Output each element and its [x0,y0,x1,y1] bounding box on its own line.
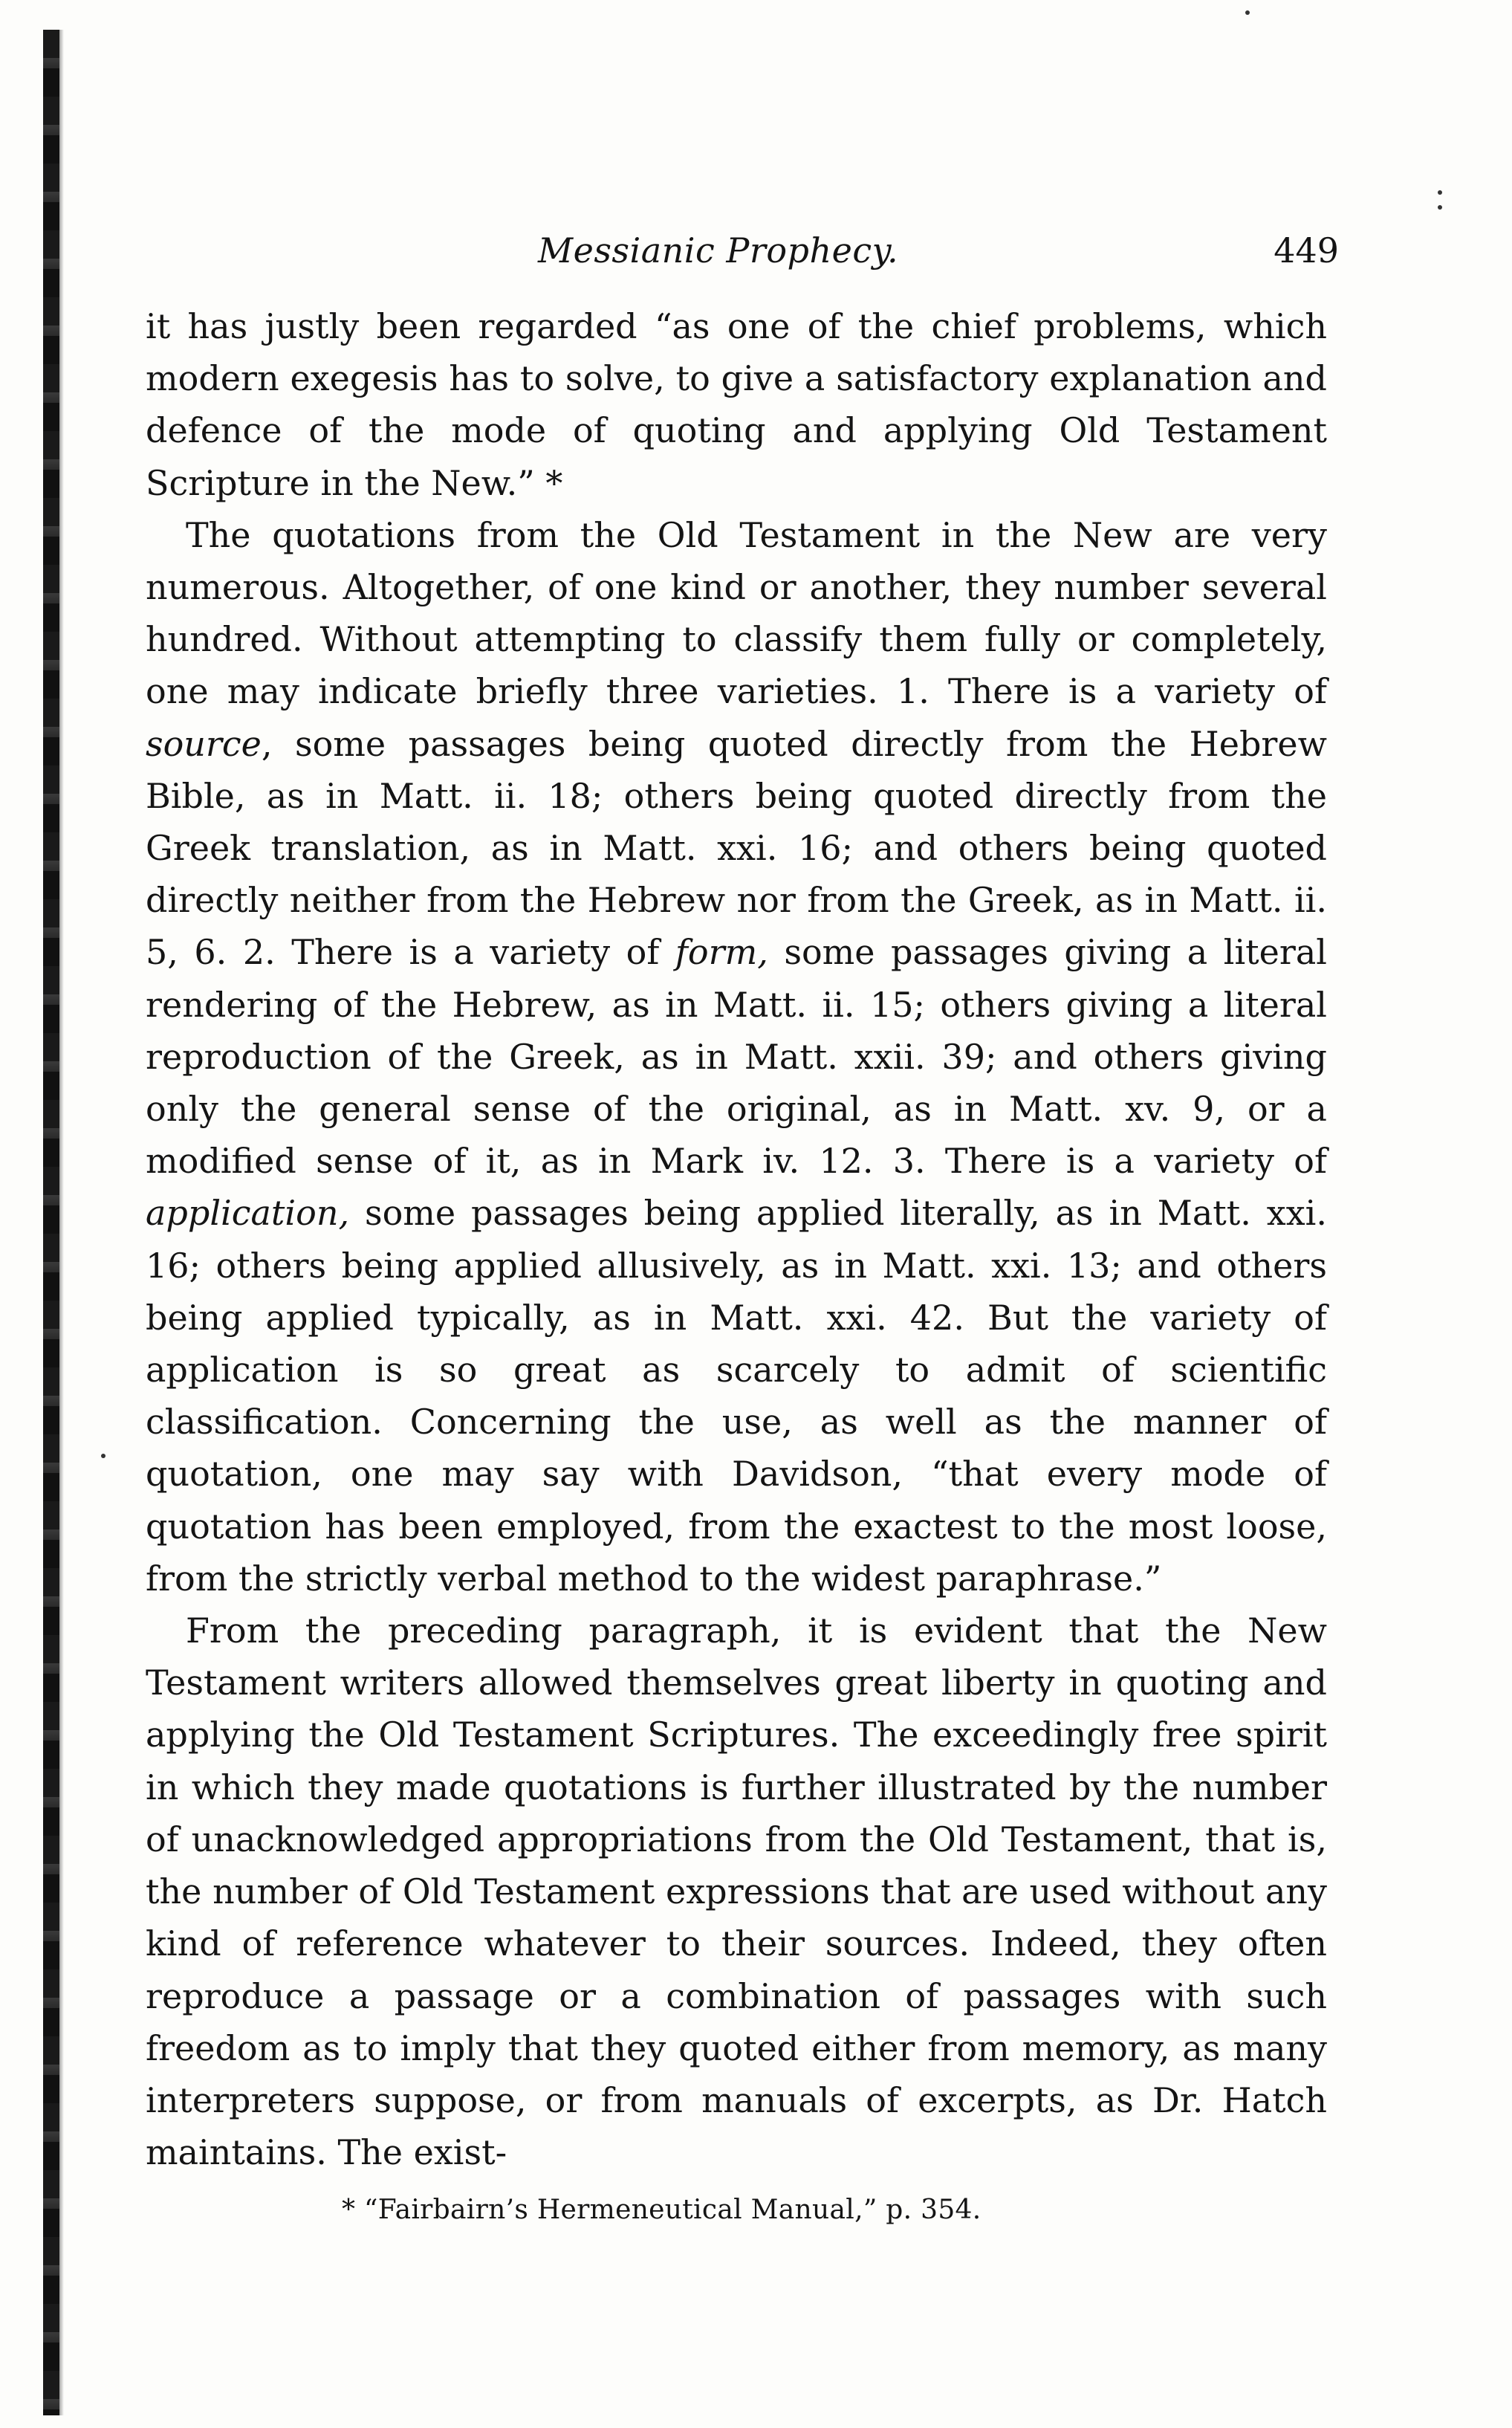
paragraph-2-part-d: some passages being applied literally, as in Matt. xxi. 16; others being applied allusively, as in Matt. xxi. 13; and others being applied typically, as in Matt. xxi. 42. But the variety of application is so great as scarcely to admit of scientific classification. Concerning the use, as well as the manner of quotation, one may say with Davidson, “that every mode of quotation has been employed, from the exactest to the most loose, from the strictly verbal method to the widest paraphrase.” [146,1193,1327,1599]
scan-speck [101,1454,106,1458]
running-title: Messianic Prophecy. [538,230,899,271]
paragraph-2-part-c: some passages giving a literal rendering of the Hebrew, as in Matt. ii. 15; others giving a literal reproduction of the Greek, as in Matt. xxii. 39; and others giving only the general sense of the original, as in Matt. xv. 9, or a modified sense of it, as in Mark iv. 12. 3. There is a variety of [146,932,1328,1182]
scan-speck [1438,190,1442,195]
running-head [146,223,1339,290]
body-text [146,300,1327,2178]
binding-edge [43,30,59,2415]
footnote: * “Fairbairn’s Hermeneutical Manual,” p. 354. [342,2195,981,2226]
paragraph-2 [146,509,1327,1605]
paragraph-2-part-a: The quotations from the Old Testament in the New are very numerous. Altogether, of one kind or another, they number several hundred. Without attempting to classify them fully or completely, one may indicate briefly three varieties. 1. There is a variety of [146,514,1327,712]
scan-speck [1438,205,1442,210]
book-page [146,223,1339,2229]
paragraph-1: it has justly been regarded “as one of the chief problems, which modern exegesis has to solve, to give a satisfactory explanation and defence of the mode of quoting and applying Old Testament Scripture in the New.” * [146,306,1327,503]
emphasis-source: source [146,723,262,764]
scan-speck [1245,10,1250,15]
paragraph-3: From the preceding paragraph, it is evident that the New Testament writers allowed themselves great liberty in quoting and applying the Old Testament Scriptures. The exceedingly free spirit in which they made quotations is further illustrated by the number of unacknowledged appropriations from the Old Testament, that is, the number of Old Testament expressions that are used without any kind of reference whatever to their sources. Indeed, they often reproduce a passage or a combination of passages with such freedom as to imply that they quoted either from memory, as many interpreters suppose, or from manuals of excerpts, as Dr. Hatch maintains. The exist- [146,1610,1327,2173]
emphasis-form: form, [675,932,768,973]
page-number: 449 [1273,230,1339,271]
paragraph-2-part-b: , some passages being quoted directly from the Hebrew Bible, as in Matt. ii. 18; others being quoted directly from the Greek translation, as in Matt. xxi. 16; and others being quoted directly neither from the Hebrew nor from the Greek, as in Matt. ii. 5, 6. 2. There is a variety of [146,723,1327,973]
emphasis-application: application, [146,1193,350,1234]
